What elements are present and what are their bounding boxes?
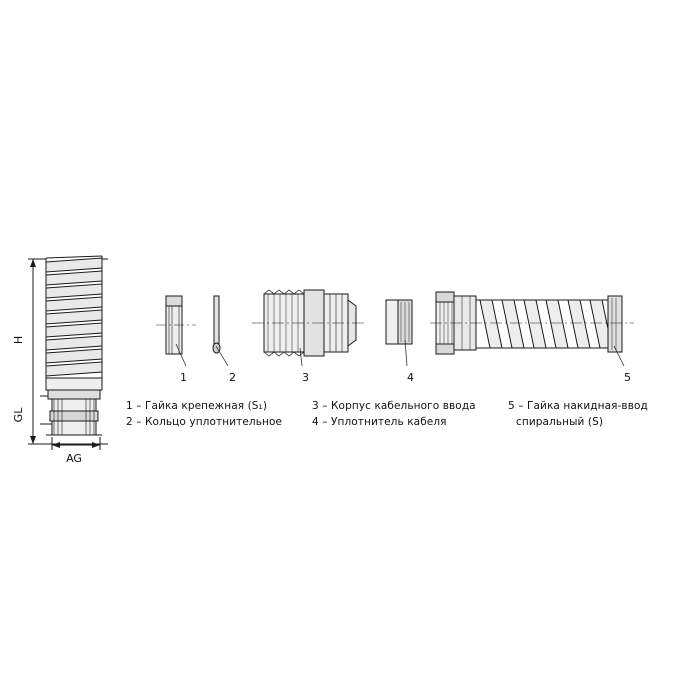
dimension-label-AG: AG	[66, 452, 82, 465]
legend	[126, 398, 686, 430]
legend-item-2: 2 – Кольцо уплотнительное	[126, 416, 283, 428]
callout-number-3: 3	[302, 371, 309, 384]
dimension-label-H: H	[12, 335, 25, 345]
dimension-label-GL: GL	[12, 407, 25, 423]
legend-item-5: 5 – Гайка накидная-ввод	[508, 400, 648, 412]
legend-item-3: 3 – Корпус кабельного ввода	[312, 400, 476, 412]
part-5-union-nut-spiral	[430, 292, 634, 366]
part-2-sealing-ring	[213, 296, 228, 366]
part-3-gland-body	[252, 290, 366, 366]
assembled-view	[28, 256, 108, 450]
legend-item-4: 4 – Уплотнитель кабеля	[312, 416, 447, 428]
callout-number-1: 1	[180, 371, 187, 384]
callout-number-5: 5	[624, 371, 631, 384]
part-1-fixing-nut	[156, 296, 196, 366]
callout-number-2: 2	[229, 371, 236, 384]
legend-item-1: 1 – Гайка крепежная (S₁)	[126, 400, 268, 412]
legend-column-2	[312, 398, 508, 430]
legend-column-1	[126, 398, 312, 430]
assembled-nut-stack	[46, 378, 102, 435]
legend-item-5-continued: спиральный (S)	[516, 416, 604, 428]
spiral-protector	[46, 256, 102, 380]
legend-column-3	[508, 398, 686, 430]
part-4-cable-seal	[386, 300, 412, 366]
callout-number-4: 4	[407, 371, 414, 384]
